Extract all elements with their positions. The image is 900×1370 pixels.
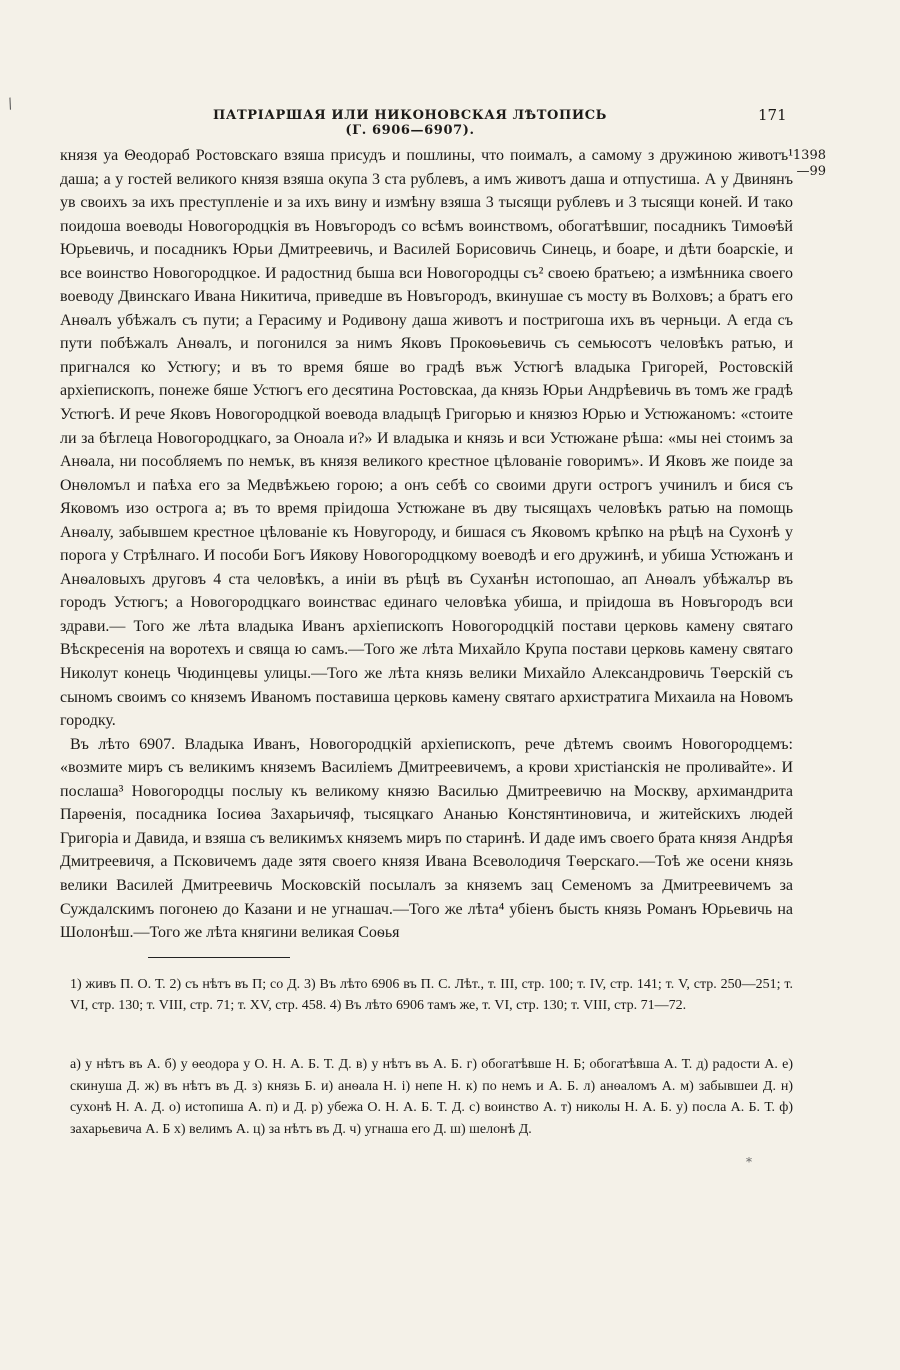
lettered-footnotes-text: а) у нѣтъ въ А. б) у ѳеодора у О. Н. А. Б. Т. Д. в) у нѣтъ въ А. Б. г) обогатѣвше Н. Б; обогатѣвша А. Т. д) радости А. е) скинуша Д. ж) въ нѣтъ въ Д. з) князь Б. и) анѳала Н. і) непе Н. к) по немъ и А. Б. л) анѳаломъ А. м) забывшеи Д. н) сухонѣ Н. А. Д. о) истопиша А. п) и Д. р) убежа О. Н. А. Б. Т. Д. с) воинство А. т) николы Н. А. Б. у) посла А. Б. Т. ф) захарьевича А. Б х) велимъ А. ц) за нѣтъ въ Д. ч) угнаша его Д. ш) шелонѣ Д. bbox=[70, 1057, 793, 1137]
main-text bbox=[60, 144, 793, 945]
margin-year-bottom: —99 bbox=[796, 164, 826, 179]
margin-year-note bbox=[790, 148, 826, 180]
footnote-divider bbox=[148, 957, 290, 958]
numbered-footnotes-text: 1) живъ П. О. Т. 2) съ нѣтъ въ П; со Д. 3) Въ лѣто 6906 въ П. С. Лѣт., т. III, стр. 100; т. IV, стр. 141; т. V, стр. 250—251; т. VI, стр. 130; т. VIII, стр. 71; т. XV, стр. 458. 4) Въ лѣто 6906 тамъ же, т. VI, стр. 130; т. VIII, стр. 71—72. bbox=[70, 977, 793, 1013]
lettered-footnotes bbox=[70, 1054, 793, 1140]
paragraph-1: князя уа Θеодораб Ростовскаго взяша присудъ и пошлины, что поималъ, а самому з дружиною животъ¹ даша; а у гостей великого князя взяша окупа 3 ста рублевъ, а имъ животъ даша и отпустиша. А у Двинянъ ув своихъ за ихъ преступленіе и за ихъ вину и измѣну взяша 3 тысящи рублевъ и 3 тысящи коней. И тако поидоша воеводы Новогородцкія въ Новъгородъ со всѣмъ воинствомъ, обогатѣвшиг, посадникъ Тимоѳѣй Юрьевичь, и посадникъ Юрьи Дмитреевичь, и Василей Борисовичь Синець, и боаре, и дѣти боарскіе, и все воинство Новогородцкое. И радостнид быша вси Новогородцы съ² своею братьею; а измѣнника своего воеводу Двинскаго Ивана Никитича, приведше въ Новъгородъ, вкинушае съ мосту въ Волховъ; а братъ его Анѳалъ убѣжалъ съ пути; а Герасиму и Родивону даша животъ и постригоша ихъ въ черньци. А егда съ пути побѣжалъ Анѳалъ, и погонился за нимъ Яковъ Прокоѳьевичь съ семьюсотъ человѣкъ ратью, и пригнался ко Устюгу; и въ то время бяше во градѣ въж Устюгѣ владыка Григорей, Ростовскій архіепископъ, понеже бяше Устюгъ его десятина Ростовскаа, да князь Юрьи Андрѣевичь въ томъ же градѣ Устюгѣ. И рече Яковъ Новогородцкой воевода владыцѣ Григорью и князюз Юрью и Устюжаномъ: «стоите ли за бѣглеца Новогородцкаго, за Оноала и?» И владыка и князь и вси Устюжане рѣша: «мы неі стоимъ за Анѳала, ни пособляемъ по немък, въ князя великого крестное цѣлованіе говоримъ». И Яковъ же поиде за Онѳломъл и паѣха его за Медвѣжьею горою; а онъ себѣ со своими други острогъ учинилъ и бися съ Яковомъ изо острога а; въ то время пріидоша Устюжане въ дву тысящахъ человѣкъ ратью на помощь Анѳалу, забывшем крестное цѣлованіе къ Новугороду, и бишася съ Яковомъ крѣпко на рѣцѣ на Сухонѣ у порога у Стрѣлнаго. И пособи Богъ Иякову Новогородцкому воеводѣ и его дружинѣ, и убиша Устюжанъ и Анѳаловыхъ друговъ 4 ста человѣкъ, а иніи въ рѣцѣ въ Суханѣн истопошао, ап Анѳалъ убѣжалър въ городъ Устюгъ; а Новогородцкаго воинствас единаго человѣка убиша, и пріидоша въ Новъгородъ вси здрави.— Того же лѣта владыка Иванъ архіепископъ Новогородцкій постави церковь камену святаго Вѣскресенія на воротехъ и свяща ю самъ.—Того же лѣта Михайло Крупа постави церковь камену святаго Николут конець Чюдинцевы улицы.—Того же лѣта князь велики Михайло Александровичь Тѳерскій съ сыномъ своимъ со княземъ Иваномъ поставиша церковь камену святаго архистратига Михаила на Новомъ городку. bbox=[60, 147, 793, 730]
running-title: ПАТРIАРШАЯ ИЛИ НИКОНОВСКАЯ ЛѢТОПИСЬ (Г. 6906—6907). bbox=[212, 108, 608, 138]
corner-mark: / bbox=[5, 95, 16, 113]
page-number: 171 bbox=[758, 106, 787, 124]
numbered-footnotes bbox=[70, 974, 793, 1016]
asterisk-mark: * bbox=[746, 1155, 752, 1169]
margin-year-top: 1398 bbox=[792, 148, 826, 163]
paragraph-2: Въ лѣто 6907. Владыка Иванъ, Новогородцкій архіепископъ, рече дѣтемъ своимъ Новогородцемъ: «возмите миръ съ великимъ княземъ Василіемъ Дмитреевичемъ, а крови христіанскія не проливайте». И послаша³ Новогородцы послыу къ великому князю Василью Дмитреевичю на Москву, архимандрита Парѳенія, посадника Іосиѳа Захарьичяф, тысяцкаго Ананью Констянтиновича, и житейскихъ людей Григоріа и Давида, и взяша съ великимъх княземъ миръ по старинѣ. И даде имъ своего брата князя Андрѣя Дмитреевичя, а Псковичемъ даде зятя своего князя Ивана Всеволодичя Тѳерскаго.—Тоѣ же осени князь велики Василей Дмитреевичь Московскій посылалъ за княземъ зац Семеномъ за Дмитреевичемъ за Суждалскимъ погонею до Казани и не угнашач.—Того же лѣта⁴ убіенъ бысть князь Романъ Юрьевичь на Шолонѣш.—Того же лѣта княгини великая Соѳья bbox=[60, 735, 793, 942]
